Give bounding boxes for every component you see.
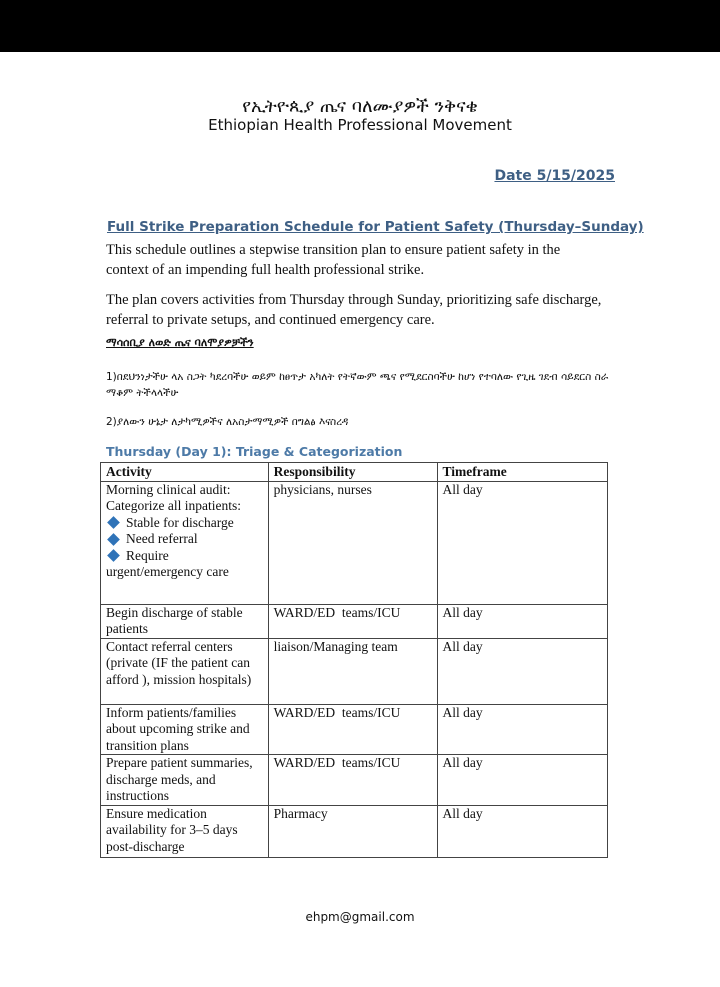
timeframe-cell: All day xyxy=(437,704,608,755)
table-header-row xyxy=(101,463,608,482)
table-row xyxy=(101,704,608,755)
table-row xyxy=(101,805,608,857)
diamond-bullet-icon xyxy=(107,550,120,563)
activity-line: Categorize all inpatients: xyxy=(106,498,241,513)
activity-line: Morning clinical audit: xyxy=(106,481,231,497)
amharic-notice-heading: ማሳሰቢያ ለወድ ጤና ባለሞያዎቻችን xyxy=(106,336,254,349)
timeframe-cell: All day xyxy=(437,638,608,704)
category-bullet: Require xyxy=(106,548,263,565)
intro-paragraph: This schedule outlines a stepwise transition plan to ensure patient safety in the context of an impending full health professional strike. xyxy=(106,242,561,278)
activity-cell xyxy=(101,481,269,604)
column-header-responsibility: Responsibility xyxy=(268,463,437,482)
top-black-bar xyxy=(0,0,720,52)
schedule-title: Full Strike Preparation Schedule for Patient Safety (Thursday–Sunday) xyxy=(107,219,644,235)
responsibility-cell: liaison/Managing team xyxy=(268,638,437,704)
document-page xyxy=(0,52,720,987)
scope-paragraph: The plan covers activities from Thursday through Sunday, prioritizing safe discharge, referral to private setups, and continued emergency care. xyxy=(106,292,602,328)
diamond-bullet-icon xyxy=(107,517,120,530)
activity-cell: Ensure medication availability for 3–5 days post-discharge xyxy=(101,805,269,857)
timeframe-cell: All day xyxy=(437,805,608,857)
org-name-english: Ethiopian Health Professional Movement xyxy=(208,116,512,134)
column-header-timeframe: Timeframe xyxy=(437,463,608,482)
responsibility-cell: Pharmacy xyxy=(268,805,437,857)
timeframe-cell: All day xyxy=(437,604,608,638)
responsibility-cell: physicians, nurses xyxy=(268,481,437,604)
timeframe-cell: All day xyxy=(437,481,608,604)
activity-cell: Begin discharge of stable patients xyxy=(101,604,269,638)
responsibility-cell: WARD/ED teams/ICU xyxy=(268,704,437,755)
table-row xyxy=(101,481,608,604)
category-bullet: Need referral xyxy=(106,531,263,548)
amharic-notice-item-2: 2)ያለውን ሁኔታ ለታካሚዎችና ለአስታማሚዎች በግልፅ እናስረዳ xyxy=(106,416,349,428)
responsibility-cell: WARD/ED teams/ICU xyxy=(268,755,437,806)
column-header-activity: Activity xyxy=(101,463,269,482)
table-row xyxy=(101,604,608,638)
amharic-notice-item-1: 1)በደህንነታችሁ ላአ ስጋት ካደረባችሁ ወይም ከፀጥታ አካለት የትኛውም ጫና የሚደርስባችሁ ከሆነ የተባለው የጊዜ ገደብ ሳይደርስ ስራ ማቆም ትችላላችሁ xyxy=(106,371,609,399)
document-date: Date 5/15/2025 xyxy=(494,168,615,184)
footer-email: ehpm@gmail.com xyxy=(305,910,415,924)
responsibility-cell: WARD/ED teams/ICU xyxy=(268,604,437,638)
activity-cell: Contact referral centers (private (IF the patient can afford ), mission hospitals) xyxy=(101,638,269,704)
activity-cell: Inform patients/families about upcoming strike and transition plans xyxy=(101,704,269,755)
table-row xyxy=(101,638,608,704)
table-row xyxy=(101,755,608,806)
org-name-amharic: የኢትዮጲያ ጤና ባለሙያዎች ንቅናቄ xyxy=(242,96,478,117)
diamond-bullet-icon xyxy=(107,533,120,546)
thursday-heading: Thursday (Day 1): Triage & Categorization xyxy=(106,444,403,459)
thursday-schedule-table xyxy=(100,462,608,858)
activity-line: urgent/emergency care xyxy=(106,564,229,579)
activity-cell: Prepare patient summaries, discharge meds, and instructions xyxy=(101,755,269,806)
timeframe-cell: All day xyxy=(437,755,608,806)
category-bullet: Stable for discharge xyxy=(106,515,263,532)
